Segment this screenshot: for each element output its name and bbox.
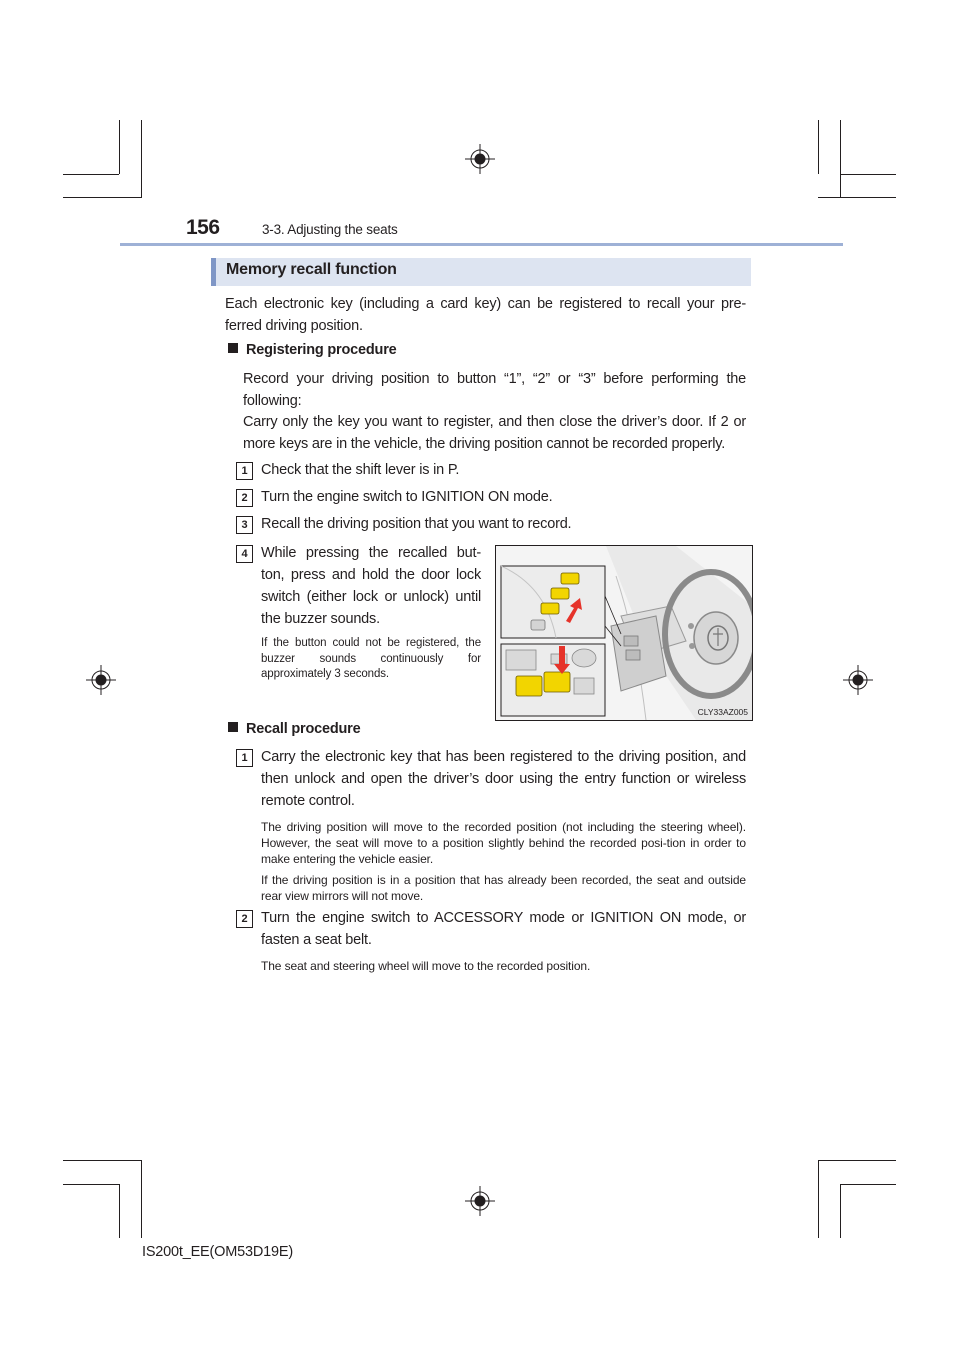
recall-step-1-note-2: If the driving position is in a position that has already been recorded, the seat and outside rear view mirrors will not move. xyxy=(261,873,746,903)
registration-mark-bottom-icon xyxy=(465,1186,495,1216)
recall-title: Recall procedure xyxy=(246,721,361,737)
recall-step-1-note-1: The driving position will move to the recorded position (not including the steering wheel). However, the seat will move to a position slightly behind the recorded posi-tion in order to make entering the vehicle easier. xyxy=(261,820,746,866)
figure-code: CLY33AZ005 xyxy=(697,707,748,717)
step-number-box: 2 xyxy=(236,489,253,507)
registering-paragraph-2: Carry only the key you want to register, and then close the driver’s door. If 2 or more keys are in the vehicle, the driving position cannot be recorded properly. xyxy=(243,414,746,452)
registering-step-2: Turn the engine switch to IGNITION ON mode. xyxy=(261,489,553,505)
header-rule xyxy=(120,243,843,246)
step-number-box: 3 xyxy=(236,516,253,534)
recall-step-1: Carry the electronic key that has been registered to the driving position, and then unlock and open the driver’s door using the entry function or wireless remote control. xyxy=(261,749,746,809)
door-switch-illustration xyxy=(495,545,753,721)
registering-paragraph-1: Record your driving position to button “1”, “2” or “3” before performing the following: xyxy=(243,371,746,409)
recall-subheading xyxy=(228,721,360,737)
registering-step-1: Check that the shift lever is in P. xyxy=(261,462,460,478)
recall-step-2: Turn the engine switch to ACCESSORY mode or IGNITION ON mode, or fasten a seat belt. xyxy=(261,910,746,948)
square-bullet-icon xyxy=(228,722,238,732)
step-number-box: 1 xyxy=(236,462,253,480)
registering-step-3: Recall the driving position that you want to record. xyxy=(261,516,572,532)
door-switch-illustration-drawing xyxy=(496,546,752,720)
registration-mark-right-icon xyxy=(843,665,873,695)
registration-mark-left-icon xyxy=(86,665,116,695)
registering-step-4-note: If the button could not be registered, the buzzer sounds continuously for approximately 3 seconds. xyxy=(261,637,481,680)
square-bullet-icon xyxy=(228,343,238,353)
registering-step-4: While pressing the recalled but-ton, press and hold the door lock switch (either lock or unlock) until the buzzer sounds. xyxy=(261,545,481,627)
section-heading xyxy=(211,258,751,286)
section-heading-text: Memory recall function xyxy=(226,261,397,278)
page-number: 156 xyxy=(186,216,220,239)
section-title: 3-3. Adjusting the seats xyxy=(262,222,398,237)
step-number-box: 4 xyxy=(236,545,253,563)
registering-title: Registering procedure xyxy=(246,342,397,358)
recall-step-2-note: The seat and steering wheel will move to the recorded position. xyxy=(261,959,591,973)
intro-paragraph: Each electronic key (including a card key) can be registered to recall your pre-ferred driving position. xyxy=(225,296,746,334)
registering-subheading xyxy=(228,342,397,358)
step-number-box: 2 xyxy=(236,910,253,928)
footer-code: IS200t_EE(OM53D19E) xyxy=(142,1244,293,1260)
registration-mark-top-icon xyxy=(465,144,495,174)
step-number-box: 1 xyxy=(236,749,253,767)
